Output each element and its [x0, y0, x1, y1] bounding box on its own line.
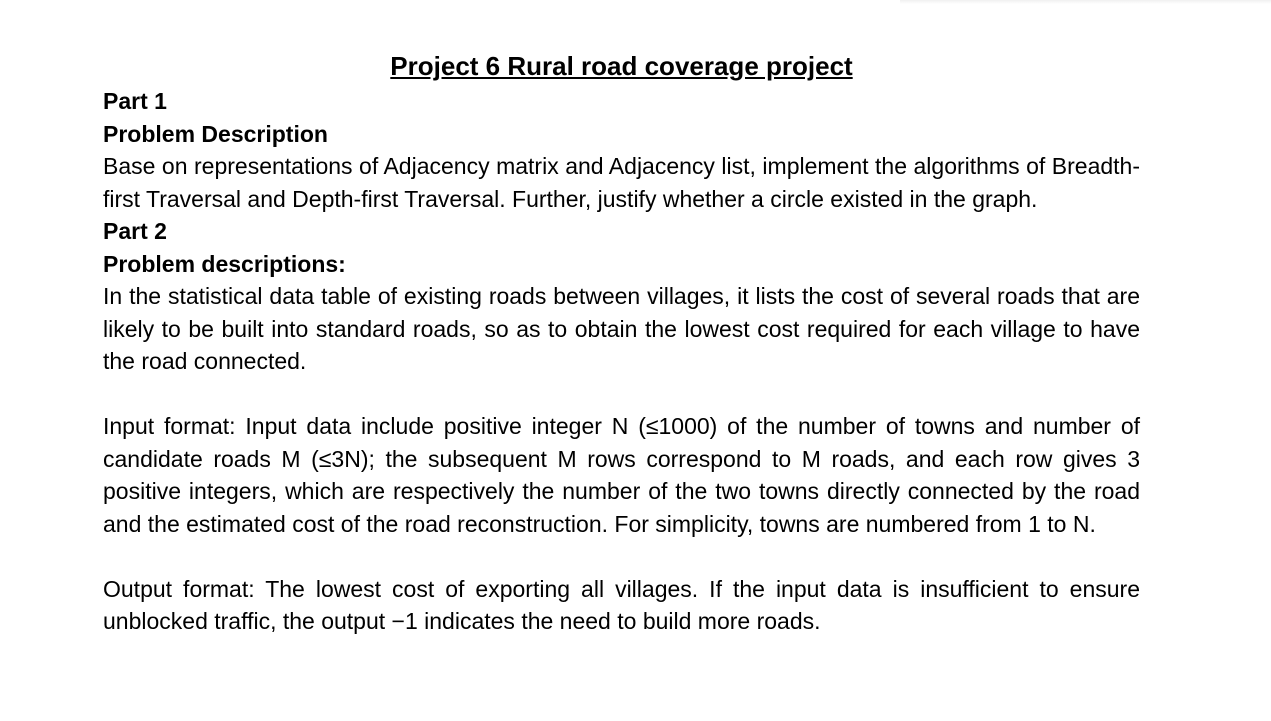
document-body	[103, 47, 1140, 638]
part1-heading: Part 1	[103, 88, 167, 114]
part1-subheading: Problem Description	[103, 120, 328, 147]
output-format-paragraph: Output format: The lowest cost of exporting all villages. If the input data is insufficient to ensure unblocked traffic, the output −1 indicates the need to build more roads.	[103, 575, 1140, 634]
blank-line	[103, 378, 1140, 411]
input-format-paragraph: Input format: Input data include positive integer N (≤1000) of the number of towns and number of candidate roads M (≤3N); the subsequent M rows correspond to M roads, and each row gives 3 positive integers, which are respectively the number of the two towns directly connected by the road and the estimated cost of the road reconstruction. For simplicity, towns are numbered from 1 to N.	[103, 413, 1140, 537]
document-title: Project 6 Rural road coverage project	[390, 51, 853, 81]
window-top-shadow	[900, 0, 1271, 4]
part1-description: Base on representations of Adjacency matrix and Adjacency list, implement the algorithms of Breadth-first Traversal and Depth-first Traversal. Further, justify whether a circle existed in the graph.	[103, 153, 1140, 212]
part2-description: In the statistical data table of existing roads between villages, it lists the cost of several roads that are likely to be built into standard roads, so as to obtain the lowest cost required for each village to have the road connected.	[103, 283, 1140, 374]
part2-subheading: Problem descriptions:	[103, 250, 346, 277]
part2-heading: Part 2	[103, 218, 167, 244]
blank-line	[103, 540, 1140, 573]
